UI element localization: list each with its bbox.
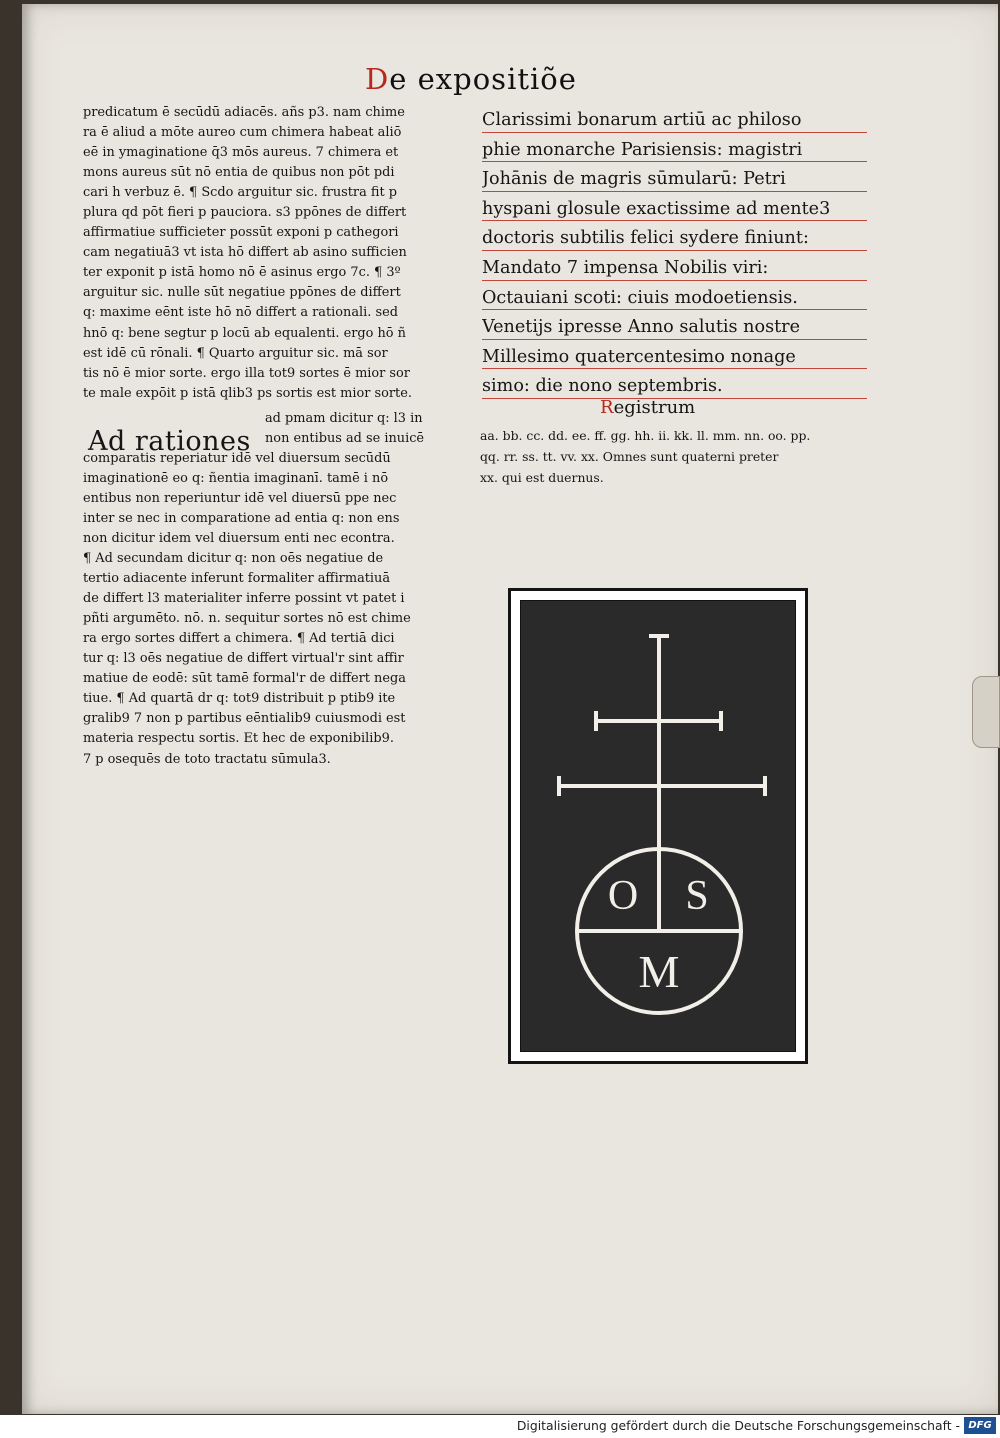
colophon-line-text: doctoris subtilis felici sydere finiunt: [482, 228, 809, 249]
left-text-top [83, 103, 468, 404]
text-line: cari h verbuz ē. ¶ Scdo arguitur sic. frustra fit p [83, 185, 398, 201]
colophon-line [482, 165, 882, 195]
text-line: tur q: l3 oēs negatiue de differt virtual'r sint affir [83, 651, 404, 667]
colophon-line [482, 313, 882, 343]
register-title-initial: R [600, 397, 614, 418]
text-line: ter exponit p istā homo nō ē asinus ergo 7c. ¶ 3º [83, 265, 401, 281]
colophon-line [482, 284, 882, 314]
mark-letter-m: M [638, 946, 680, 997]
section-heading: Ad rationes [88, 426, 251, 457]
colophon-line-text: Johānis de magris sūmularū: Petri [482, 169, 786, 190]
text-line: eē in ymaginatione q̄3 mōs aureus. 7 chimera et [83, 145, 399, 161]
rubric-underline [482, 368, 867, 369]
printer-mark-woodcut [508, 588, 808, 1064]
colophon-line-text: Millesimo quatercentesimo nonage [482, 346, 796, 367]
colophon-line [482, 136, 882, 166]
text-line: est idē cū rōnali. ¶ Quarto arguitur sic. mā sor [83, 345, 388, 361]
text-line: te male expōit p istā qlib3 ps sortis est mior sorte. [83, 385, 412, 401]
text-line: predicatum ē secūdū adiacēs. añs p3. nam chime [83, 105, 405, 120]
colophon-line [482, 106, 882, 136]
dfg-logo: DFG [964, 1417, 996, 1434]
colophon-line-text: hyspani glosule exactissime ad mente3 [482, 198, 831, 219]
text-line: ¶ Ad secundam dicitur q: non oēs negatiue de [83, 551, 384, 567]
text-line: non dicitur idem vel diuersum enti nec econtra. [83, 530, 395, 546]
rubric-underline [482, 309, 867, 310]
colophon-line-text: simo: die nono septembris. [482, 376, 723, 397]
register-title-text: egistrum [613, 397, 696, 418]
colophon-line-text: Venetijs ipresse Anno salutis nostre [482, 317, 800, 338]
colophon-line [482, 224, 882, 254]
text-line: comparatis reperiatur idē vel diuersum secūdū [83, 450, 391, 466]
text-line: non entibus ad se inuicē [265, 430, 425, 446]
text-line: xx. qui est duernus. [480, 470, 604, 485]
rubric-underline [482, 280, 867, 281]
text-line: cam negatiuā3 vt ista hō differt ab asino sufficien [83, 245, 407, 261]
text-line: arguitur sic. nulle sūt negatiue ppōnes de differt [83, 285, 401, 301]
text-line: materia respectu sortis. Et hec de exponibilib9. [83, 731, 394, 747]
mark-letter-o: O [607, 873, 639, 919]
footer-bar [0, 1415, 1000, 1438]
text-line: entibus non reperiuntur idē vel diuersū ppe nec [83, 490, 397, 506]
text-line: 7 p osequēs de toto tractatu sūmula3. [83, 751, 331, 767]
colophon-line-text: Clarissimi bonarum artiū ac philoso [482, 110, 802, 130]
rubric-underline [482, 250, 867, 251]
page-edge-tab [972, 676, 1000, 748]
text-line: ad pmam dicitur q: l3 in [265, 410, 423, 426]
header-text: e expositiõe [389, 62, 577, 96]
text-line: ra ē aliud a mōte aureo cum chimera habeat aliō [83, 125, 402, 141]
rubric-underline [482, 132, 867, 133]
text-line: tis nō ē mior sorte. ergo illa tot9 sortes ē mior sor [83, 365, 410, 381]
text-line: de differt l3 materialiter inferre possint vt patet i [83, 591, 405, 607]
footer-credit: Digitalisierung gefördert durch die Deutsche Forschungsgemeinschaft - [516, 1418, 960, 1433]
colophon-line [482, 343, 882, 373]
text-line: qq. rr. ss. tt. vv. xx. Omnes sunt quaterni preter [480, 449, 779, 464]
rubric-underline [482, 220, 867, 221]
rubric-underline [482, 191, 867, 192]
text-line: inter se nec in comparatione ad entia q: non ens [83, 510, 400, 526]
colophon-block [482, 106, 882, 402]
text-line: mons aureus sūt nō entia de quibus non pōt pdi [83, 165, 395, 181]
text-line: matiue de eodē: sūt tamē formal'r de differt nega [83, 671, 406, 687]
text-line: tiue. ¶ Ad quartā dr q: tot9 distribuit p ptib9 ite [83, 691, 396, 707]
header-initial: D [365, 62, 390, 96]
mark-letter-s: S [685, 873, 709, 919]
printer-mark-emblem [511, 591, 811, 1067]
colophon-line-text: Mandato 7 impensa Nobilis viri: [482, 257, 769, 278]
rubric-underline [482, 161, 867, 162]
text-line: pñti argumēto. nō. n. sequitur sortes nō est chime [83, 611, 411, 627]
text-line: imaginationē eo q: ñentia imaginanī. tamē i nō [83, 470, 389, 486]
register-list [480, 425, 880, 488]
colophon-line-text: Octauiani scoti: ciuis modoetiensis. [482, 287, 798, 308]
text-line: tertio adiacente inferunt formaliter affirmatiuā [83, 571, 391, 587]
running-header [365, 62, 577, 96]
colophon-line [482, 254, 882, 284]
colophon-line [482, 195, 882, 225]
text-line: gralib9 7 non p partibus eēntialib9 cuiusmodi est [83, 711, 406, 727]
text-line: plura qd pōt fieri p pauciora. s3 ppōnes de differt [83, 205, 407, 221]
text-line: ra ergo sortes differt a chimera. ¶ Ad tertiā dici [83, 631, 395, 647]
colophon-line-text: phie monarche Parisiensis: magistri [482, 139, 803, 160]
left-text-bottom [83, 409, 468, 770]
text-line: hnō q: bene segtur p locū ab equalenti. ergo hō ñ [83, 325, 406, 341]
rubric-underline [482, 339, 867, 340]
text-line: q: maxime eēnt iste hō nō differt a rationali. sed [83, 305, 398, 321]
text-line: aa. bb. cc. dd. ee. ff. gg. hh. ii. kk. ll. mm. nn. oo. pp. [480, 428, 811, 443]
text-line: affirmatiue sufficieter possūt exponi p cathegori [83, 225, 399, 241]
register-title [600, 397, 695, 418]
